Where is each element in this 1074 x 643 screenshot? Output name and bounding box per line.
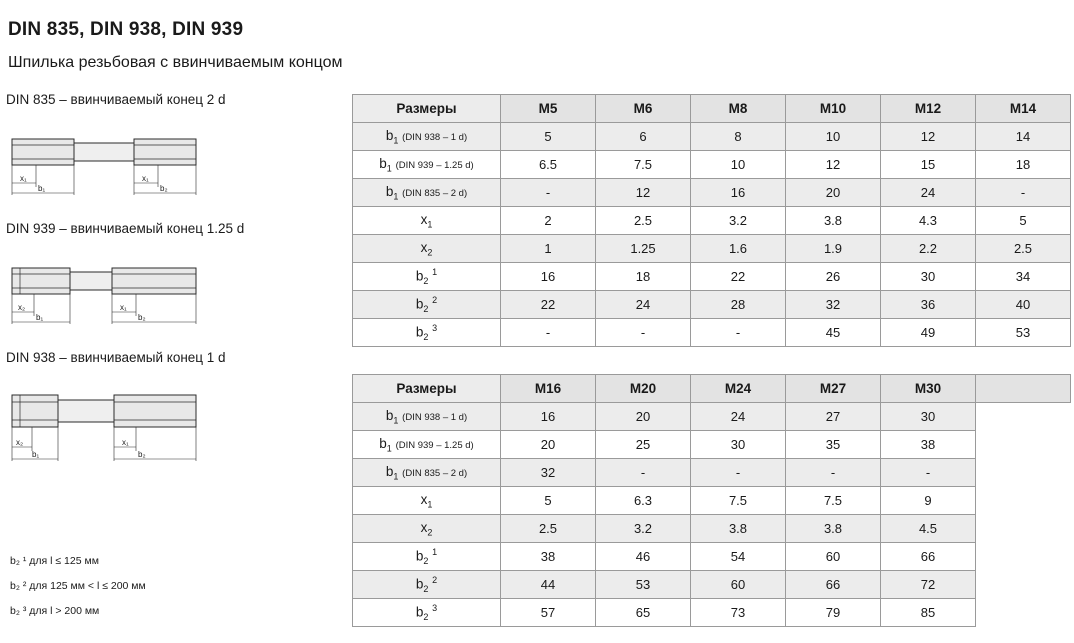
table2-col-header-1: M16 <box>501 375 596 403</box>
dimensions-table-1-wrapper <box>352 94 1071 347</box>
table1-col-header-6: M14 <box>976 95 1071 123</box>
din938-label-b2: b₂ <box>138 450 146 459</box>
dimensions-table-2 <box>352 374 1071 627</box>
table-cell: 14 <box>976 123 1071 151</box>
din835-label-x1-right: x₁ <box>142 174 149 183</box>
row-label: $b_2$ $^1$ <box>353 543 501 571</box>
table-cell: 16 <box>501 403 596 431</box>
table-cell: 3.2 <box>596 515 691 543</box>
table-cell: 24 <box>691 403 786 431</box>
din939-stud-drawing <box>6 244 206 334</box>
table-cell: - <box>501 179 596 207</box>
table2-col-header-0: Размеры <box>353 375 501 403</box>
table-cell: 12 <box>881 123 976 151</box>
page-title: DIN 835, DIN 938, DIN 939 <box>8 18 244 40</box>
diagram-din835-caption: DIN 835 – ввинчиваемый конец 2 d <box>6 92 226 107</box>
table-cell: 45 <box>786 319 881 347</box>
table1-col-header-4: M10 <box>786 95 881 123</box>
din938-label-b1: b₁ <box>32 450 40 459</box>
table-cell: 46 <box>596 543 691 571</box>
table-row <box>353 235 1071 263</box>
table-cell <box>976 599 1071 627</box>
table-cell: 5 <box>976 207 1071 235</box>
table-cell: - <box>691 319 786 347</box>
table-cell: 22 <box>691 263 786 291</box>
table-cell <box>976 571 1071 599</box>
table-cell: 28 <box>691 291 786 319</box>
dimensions-table-1 <box>352 94 1071 347</box>
table-row <box>353 431 1071 459</box>
table-cell: 32 <box>786 291 881 319</box>
row-label: $b_2$ $^3$ <box>353 319 501 347</box>
table-cell <box>976 487 1071 515</box>
table-cell: - <box>596 459 691 487</box>
table-cell: 3.8 <box>786 207 881 235</box>
table-cell: 12 <box>786 151 881 179</box>
table-cell: 57 <box>501 599 596 627</box>
table-cell: 7.5 <box>786 487 881 515</box>
footnotes <box>10 556 146 631</box>
table-cell <box>976 459 1071 487</box>
footnote-2: b₂ ² для 125 мм < l ≤ 200 мм <box>10 580 146 593</box>
table-cell <box>976 403 1071 431</box>
table-cell: 22 <box>501 291 596 319</box>
table-cell: - <box>976 179 1071 207</box>
table-row <box>353 207 1071 235</box>
table-cell: 16 <box>501 263 596 291</box>
table-row <box>353 151 1071 179</box>
din939-label-b2: b₂ <box>138 313 146 322</box>
table-row <box>353 123 1071 151</box>
row-label: $b_2$ $^2$ <box>353 291 501 319</box>
table-cell: 16 <box>691 179 786 207</box>
row-label: $b_1$ (DIN 835 – 2 d) <box>353 179 501 207</box>
footnote-3: b₂ ³ для l > 200 мм <box>10 605 100 618</box>
table-cell: - <box>596 319 691 347</box>
table-cell: 85 <box>881 599 976 627</box>
table-cell: 20 <box>596 403 691 431</box>
din938-label-x2: x₂ <box>16 438 24 447</box>
table2-col-header-5: M30 <box>881 375 976 403</box>
table-cell: 7.5 <box>596 151 691 179</box>
table2-col-header-4: M27 <box>786 375 881 403</box>
table-row <box>353 459 1071 487</box>
table-row <box>353 291 1071 319</box>
table-cell: 20 <box>786 179 881 207</box>
table-cell: 38 <box>501 543 596 571</box>
din835-label-b2: b₂ <box>160 184 168 193</box>
table-cell: 15 <box>881 151 976 179</box>
table-cell: 35 <box>786 431 881 459</box>
din835-label-b1: b₁ <box>38 184 46 193</box>
din835-label-x1-left: x₁ <box>20 174 27 183</box>
row-label: $b_2$ $^2$ <box>353 571 501 599</box>
table-cell: - <box>881 459 976 487</box>
table2-col-header-2: M20 <box>596 375 691 403</box>
table-cell: 2.5 <box>596 207 691 235</box>
table-cell: 73 <box>691 599 786 627</box>
table-row <box>353 403 1071 431</box>
row-label: $x_2$ <box>353 515 501 543</box>
table-cell: 2.2 <box>881 235 976 263</box>
table1-col-header-0: Размеры <box>353 95 501 123</box>
dimensions-table-2-wrapper <box>352 374 1071 627</box>
table-cell: 27 <box>786 403 881 431</box>
table-cell: 36 <box>881 291 976 319</box>
table2-col-header-6 <box>976 375 1071 403</box>
table-cell: 4.5 <box>881 515 976 543</box>
table-cell: 1 <box>501 235 596 263</box>
table-cell: 25 <box>596 431 691 459</box>
row-label: $b_1$ (DIN 939 – 1.25 d) <box>353 431 501 459</box>
table1-col-header-1: M5 <box>501 95 596 123</box>
table-cell: 3.8 <box>691 515 786 543</box>
table-cell: 2.5 <box>976 235 1071 263</box>
table-cell: 3.8 <box>786 515 881 543</box>
table-cell: 24 <box>881 179 976 207</box>
row-label: $b_1$ (DIN 938 – 1 d) <box>353 403 501 431</box>
table-cell: 20 <box>501 431 596 459</box>
table-cell: 60 <box>691 571 786 599</box>
table-cell: 66 <box>786 571 881 599</box>
table-cell: 79 <box>786 599 881 627</box>
din938-label-x1: x₁ <box>122 438 129 447</box>
table-cell: 5 <box>501 123 596 151</box>
table-cell: 5 <box>501 487 596 515</box>
row-label: $b_1$ (DIN 939 – 1.25 d) <box>353 151 501 179</box>
row-label: $x_1$ <box>353 207 501 235</box>
table1-col-header-3: M8 <box>691 95 786 123</box>
table-cell <box>976 431 1071 459</box>
din939-label-b1: b₁ <box>36 313 44 322</box>
row-label: $b_1$ (DIN 938 – 1 d) <box>353 123 501 151</box>
table-cell: 65 <box>596 599 691 627</box>
table-cell: 10 <box>786 123 881 151</box>
table-cell: 8 <box>691 123 786 151</box>
table-cell: 30 <box>881 403 976 431</box>
table-cell: 24 <box>596 291 691 319</box>
table-row <box>353 515 1071 543</box>
table-cell: 6.3 <box>596 487 691 515</box>
table-row <box>353 543 1071 571</box>
din939-label-x1: x₁ <box>120 303 127 312</box>
table-cell: 9 <box>881 487 976 515</box>
diagram-din938 <box>6 350 336 473</box>
diagram-din938-caption: DIN 938 – ввинчиваемый конец 1 d <box>6 350 226 365</box>
table-row <box>353 487 1071 515</box>
table-row <box>353 263 1071 291</box>
table-cell: 1.6 <box>691 235 786 263</box>
table-cell: 72 <box>881 571 976 599</box>
table-row <box>353 571 1071 599</box>
table-cell: 30 <box>881 263 976 291</box>
footnote-1: b₂ ¹ для l ≤ 125 мм <box>10 555 99 567</box>
table-cell <box>976 515 1071 543</box>
table-row <box>353 179 1071 207</box>
table-cell: 66 <box>881 543 976 571</box>
table-cell: 30 <box>691 431 786 459</box>
table-row <box>353 599 1071 627</box>
page-subtitle: Шпилька резьбовая с ввинчиваемым концом <box>8 54 343 71</box>
table-cell: 60 <box>786 543 881 571</box>
table-cell: 2 <box>501 207 596 235</box>
table-cell: 38 <box>881 431 976 459</box>
row-label: $b_2$ $^3$ <box>353 599 501 627</box>
table-cell: 1.9 <box>786 235 881 263</box>
table2-col-header-3: M24 <box>691 375 786 403</box>
row-label: $b_2$ $^1$ <box>353 263 501 291</box>
table-cell: - <box>691 459 786 487</box>
din939-label-x2: x₂ <box>18 303 26 312</box>
diagram-column <box>6 92 336 489</box>
table-cell: 44 <box>501 571 596 599</box>
table1-col-header-2: M6 <box>596 95 691 123</box>
table-cell: 10 <box>691 151 786 179</box>
table-cell: 3.2 <box>691 207 786 235</box>
table-cell: 54 <box>691 543 786 571</box>
table-cell: 53 <box>976 319 1071 347</box>
table1-col-header-5: M12 <box>881 95 976 123</box>
din835-stud-drawing <box>6 115 206 205</box>
table-cell: - <box>786 459 881 487</box>
diagram-din939-caption: DIN 939 – ввинчиваемый конец 1.25 d <box>6 221 245 236</box>
table-cell: 34 <box>976 263 1071 291</box>
row-label: $x_2$ <box>353 235 501 263</box>
table-cell: - <box>501 319 596 347</box>
table-cell: 26 <box>786 263 881 291</box>
din938-stud-drawing <box>6 373 206 473</box>
diagram-din835 <box>6 92 336 205</box>
row-label: $b_1$ (DIN 835 – 2 d) <box>353 459 501 487</box>
table-cell: 2.5 <box>501 515 596 543</box>
table-cell: 40 <box>976 291 1071 319</box>
table-cell: 18 <box>596 263 691 291</box>
table-cell: 6.5 <box>501 151 596 179</box>
diagram-din939 <box>6 221 336 334</box>
table-cell: 1.25 <box>596 235 691 263</box>
table-cell <box>976 543 1071 571</box>
table-header-row <box>353 375 1071 403</box>
table-cell: 32 <box>501 459 596 487</box>
table-cell: 12 <box>596 179 691 207</box>
table-cell: 7.5 <box>691 487 786 515</box>
table-cell: 53 <box>596 571 691 599</box>
table-cell: 49 <box>881 319 976 347</box>
row-label: $x_1$ <box>353 487 501 515</box>
table-cell: 18 <box>976 151 1071 179</box>
table-row <box>353 319 1071 347</box>
table-header-row <box>353 95 1071 123</box>
table-cell: 4.3 <box>881 207 976 235</box>
table-cell: 6 <box>596 123 691 151</box>
